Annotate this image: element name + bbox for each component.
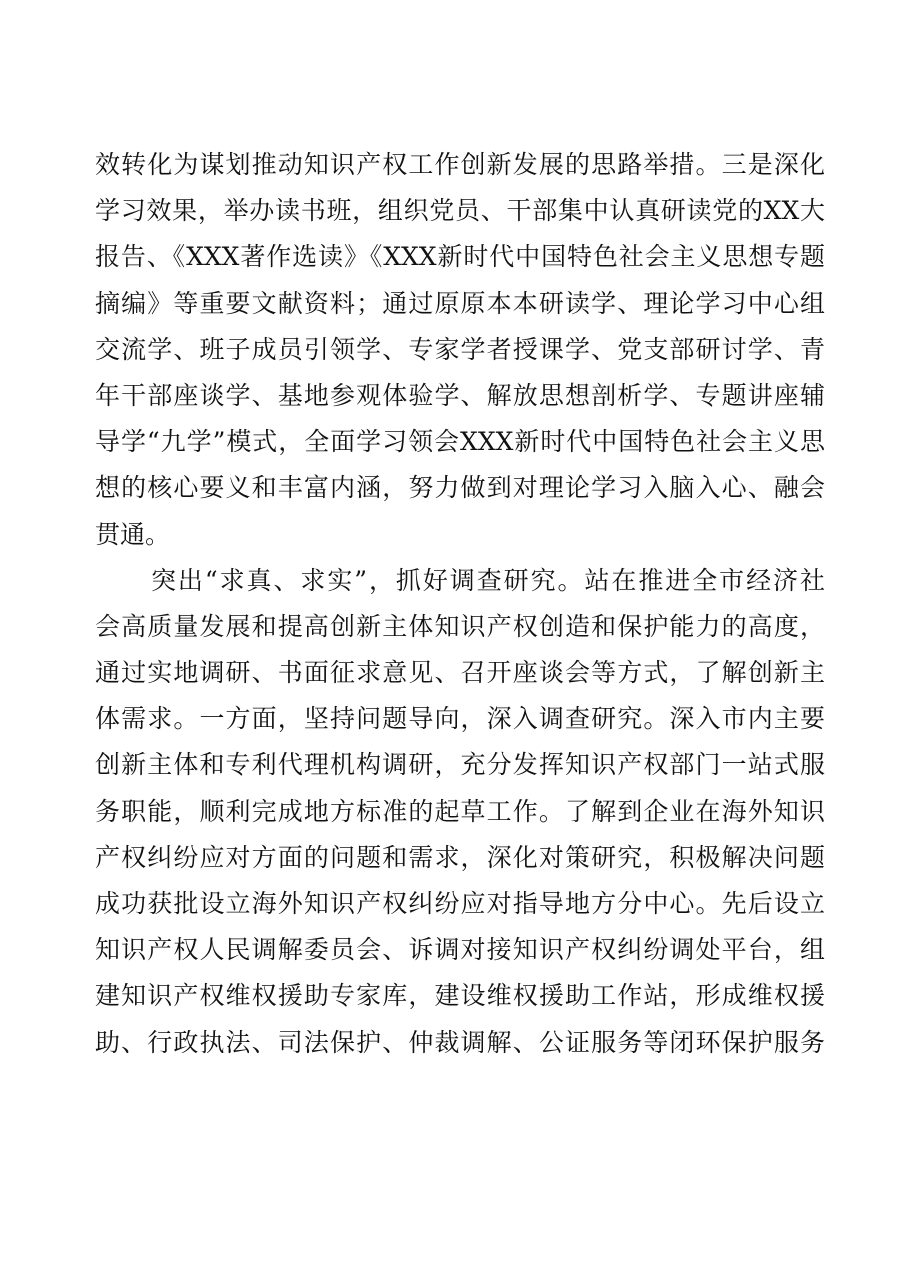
body-text <box>95 142 825 1066</box>
paragraph-first-line: 突出“求真、求实”，抓好调查研究。站在推进全市经济社 <box>151 565 825 595</box>
text-line: 学习效果，举办读书班，组织党员、干部集中认真研读党的XX大 <box>95 196 825 226</box>
text-line: 助、行政执法、司法保护、仲裁调解、公证服务等闭环保护服务 <box>95 1027 825 1057</box>
text-line: 成功获批设立海外知识产权纠纷应对指导地方分中心。先后设立 <box>95 889 825 918</box>
text-line: 摘编》等重要文献资料；通过原原本本研读学、理论学习中心组 <box>95 288 825 318</box>
text-line: 务职能，顺利完成地方标准的起草工作。了解到企业在海外知识 <box>95 796 825 826</box>
text-line: 创新主体和专利代理机构调研，充分发挥知识产权部门一站式服 <box>95 750 825 780</box>
text-line: 建知识产权维权援助专家库，建设维权援助工作站，形成维权援 <box>95 981 825 1011</box>
text-line: 通过实地调研、书面征求意见、召开座谈会等方式，了解创新主 <box>95 658 825 688</box>
text-line: 产权纠纷应对方面的问题和需求，深化对策研究，积极解决问题 <box>95 842 825 872</box>
text-line: 效转化为谋划推动知识产权工作创新发展的思路举措。三是深化 <box>95 150 825 179</box>
text-line: 知识产权人民调解委员会、诉调对接知识产权纠纷调处平台，组 <box>95 935 825 965</box>
text-line: 导学“九学”模式，全面学习领会XXX新时代中国特色社会主义思 <box>95 427 825 457</box>
text-line: 交流学、班子成员引领学、专家学者授课学、党支部研讨学、青 <box>95 334 825 364</box>
text-line: 会高质量发展和提高创新主体知识产权创造和保护能力的高度， <box>95 611 825 641</box>
text-line: 体需求。一方面，坚持问题导向，深入调查研究。深入市内主要 <box>95 704 825 734</box>
text-line: 报告、《XXX著作选读》《XXX新时代中国特色社会主义思想专题 <box>95 242 825 272</box>
text-line: 贯通。 <box>95 519 171 549</box>
text-line: 想的核心要义和丰富内涵，努力做到对理论学习入脑入心、融会 <box>95 473 825 503</box>
text-line: 年干部座谈学、基地参观体验学、解放思想剖析学、专题讲座辅 <box>95 380 825 410</box>
